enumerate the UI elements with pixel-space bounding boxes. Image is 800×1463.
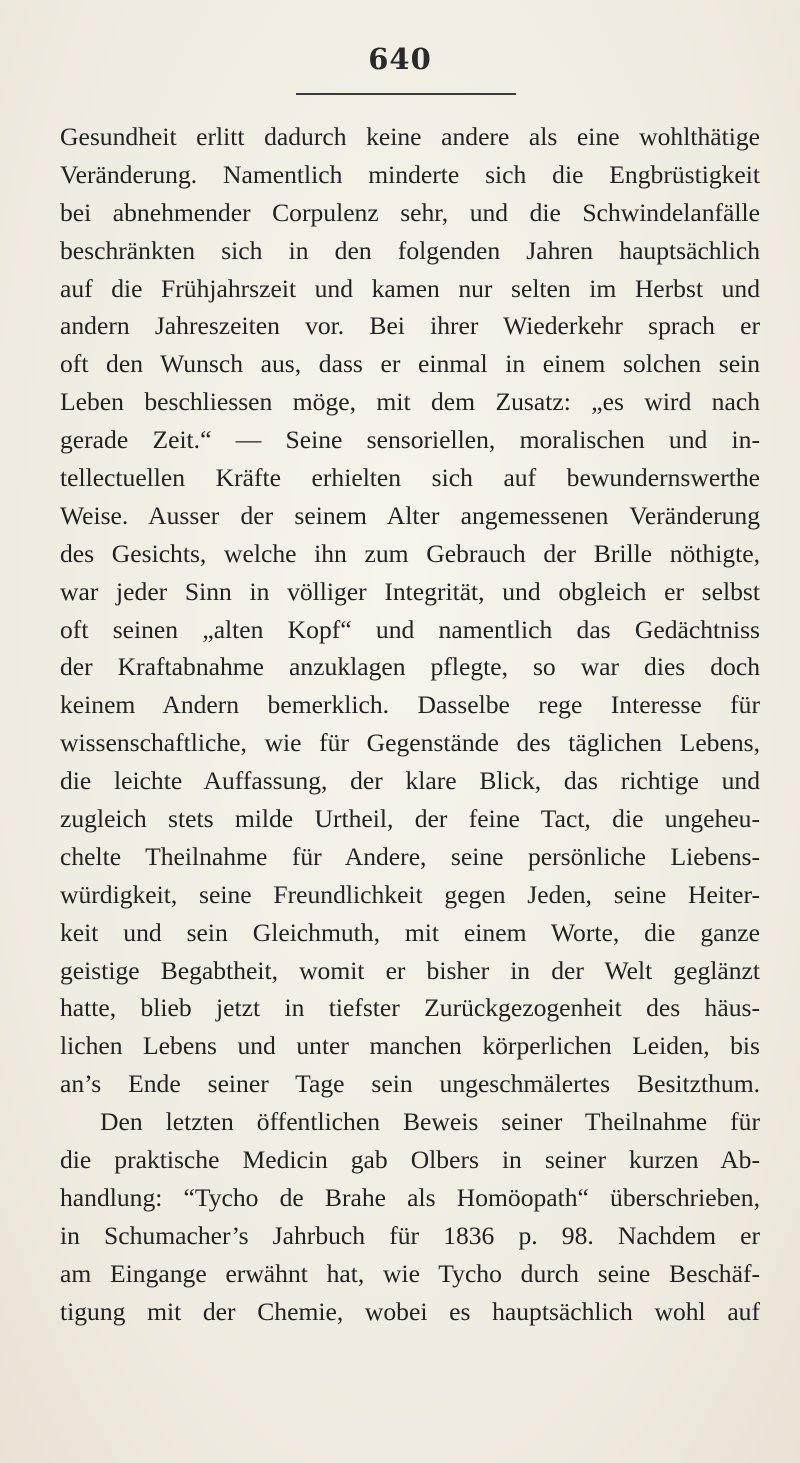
text-line: des Gesichts, welche ihn zum Gebrauch der Brille nöthigte,	[60, 538, 760, 568]
text-line: tellectuellen Kräfte erhielten sich auf bewundernswerthe	[60, 463, 760, 493]
text-line: tigung mit der Chemie, wobei es hauptsächlich wohl auf	[60, 1296, 760, 1326]
text-line: keit und sein Gleichmuth, mit einem Worte, die ganze	[60, 917, 760, 947]
text-line: war jeder Sinn in völliger Integrität, und obgleich er selbst	[60, 576, 760, 606]
text-line: geistige Begabtheit, womit er bisher in der Welt geglänzt	[60, 955, 760, 985]
text-line: wissenschaftliche, wie für Gegenstände des täglichen Lebens,	[60, 728, 760, 758]
text-line: hatte, blieb jetzt in tiefster Zurückgezogenheit des häus-	[60, 993, 760, 1023]
header-rule	[296, 93, 516, 95]
text-line: beschränkten sich in den folgenden Jahren hauptsächlich	[60, 235, 760, 265]
text-line: würdigkeit, seine Freundlichkeit gegen Jeden, seine Heiter-	[60, 879, 760, 909]
text-line: Den letzten öffentlichen Beweis seiner Theilnahme für	[100, 1107, 760, 1137]
text-line: handlung: “Tycho de Brahe als Homöopath“ überschrieben,	[60, 1182, 760, 1212]
text-line: keinem Andern bemerklich. Dasselbe rege Interesse für	[60, 690, 760, 720]
page-number: 640	[368, 42, 432, 76]
text-line: in Schumacher’s Jahrbuch für 1836 p. 98. Nachdem er	[60, 1220, 760, 1250]
text-line: oft den Wunsch aus, dass er einmal in einem solchen sein	[60, 349, 760, 379]
text-line: der Kraftabnahme anzuklagen pflegte, so war dies doch	[60, 652, 760, 682]
body-text	[60, 118, 760, 1331]
text-line: gerade Zeit.“ — Seine sensoriellen, moralischen und in-	[60, 425, 760, 455]
text-line: andern Jahreszeiten vor. Bei ihrer Wiederkehr sprach er	[60, 311, 760, 341]
text-line: die leichte Auffassung, der klare Blick, das richtige und	[60, 766, 760, 796]
text-line: an’s Ende seiner Tage sein ungeschmälertes Besitzthum.	[60, 1069, 760, 1099]
text-line: Weise. Ausser der seinem Alter angemessenen Veränderung	[60, 500, 760, 530]
text-line: bei abnehmender Corpulenz sehr, und die Schwindelanfälle	[60, 197, 760, 227]
text-line: auf die Frühjahrszeit und kamen nur selten im Herbst und	[60, 273, 760, 303]
text-line: lichen Lebens und unter manchen körperlichen Leiden, bis	[60, 1031, 760, 1061]
text-line: die praktische Medicin gab Olbers in seiner kurzen Ab-	[60, 1145, 760, 1175]
text-line: oft seinen „alten Kopf“ und namentlich das Gedächtniss	[60, 614, 760, 644]
text-line: Gesundheit erlitt dadurch keine andere als eine wohlthätige	[60, 122, 760, 151]
text-line: chelte Theilnahme für Andere, seine persönliche Liebens-	[60, 841, 760, 871]
text-line: Veränderung. Namentlich minderte sich die Engbrüstigkeit	[60, 159, 760, 189]
text-line: zugleich stets milde Urtheil, der feine Tact, die ungeheu-	[60, 804, 760, 834]
text-line: am Eingange erwähnt hat, wie Tycho durch seine Beschäf-	[60, 1258, 760, 1288]
text-line: Leben beschliessen möge, mit dem Zusatz: „es wird nach	[60, 387, 760, 417]
